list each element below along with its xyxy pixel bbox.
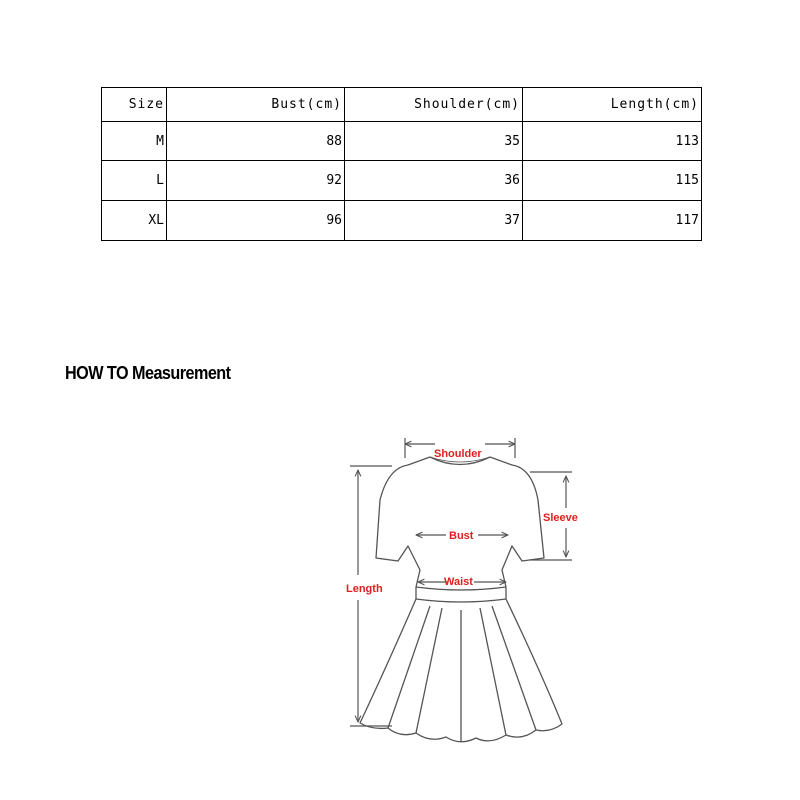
cell-bust: 88 — [167, 121, 345, 161]
size-chart-table — [101, 87, 702, 241]
cell-size: M — [102, 121, 167, 161]
cell-bust: 96 — [167, 201, 345, 241]
cell-shoulder: 35 — [345, 121, 523, 161]
table-row — [102, 121, 702, 161]
cell-length: 117 — [523, 201, 702, 241]
label-waist: Waist — [444, 576, 473, 588]
table-row — [102, 201, 702, 241]
cell-size: L — [102, 161, 167, 201]
cell-length: 113 — [523, 121, 702, 161]
label-sleeve: Sleeve — [543, 512, 578, 524]
cell-shoulder: 36 — [345, 161, 523, 201]
dress-measurement-diagram — [330, 430, 600, 760]
header-shoulder: Shoulder(cm) — [345, 88, 523, 122]
cell-shoulder: 37 — [345, 201, 523, 241]
label-shoulder: Shoulder — [434, 448, 482, 460]
table-header-row — [102, 88, 702, 122]
how-to-measure-heading: HOW TO Measurement — [65, 363, 231, 383]
cell-bust: 92 — [167, 161, 345, 201]
cell-length: 115 — [523, 161, 702, 201]
label-bust: Bust — [449, 530, 474, 542]
cell-size: XL — [102, 201, 167, 241]
header-size: Size — [102, 88, 167, 122]
header-bust: Bust(cm) — [167, 88, 345, 122]
dress-outline — [360, 457, 562, 742]
table-row — [102, 161, 702, 201]
header-length: Length(cm) — [523, 88, 702, 122]
label-length: Length — [346, 583, 383, 595]
